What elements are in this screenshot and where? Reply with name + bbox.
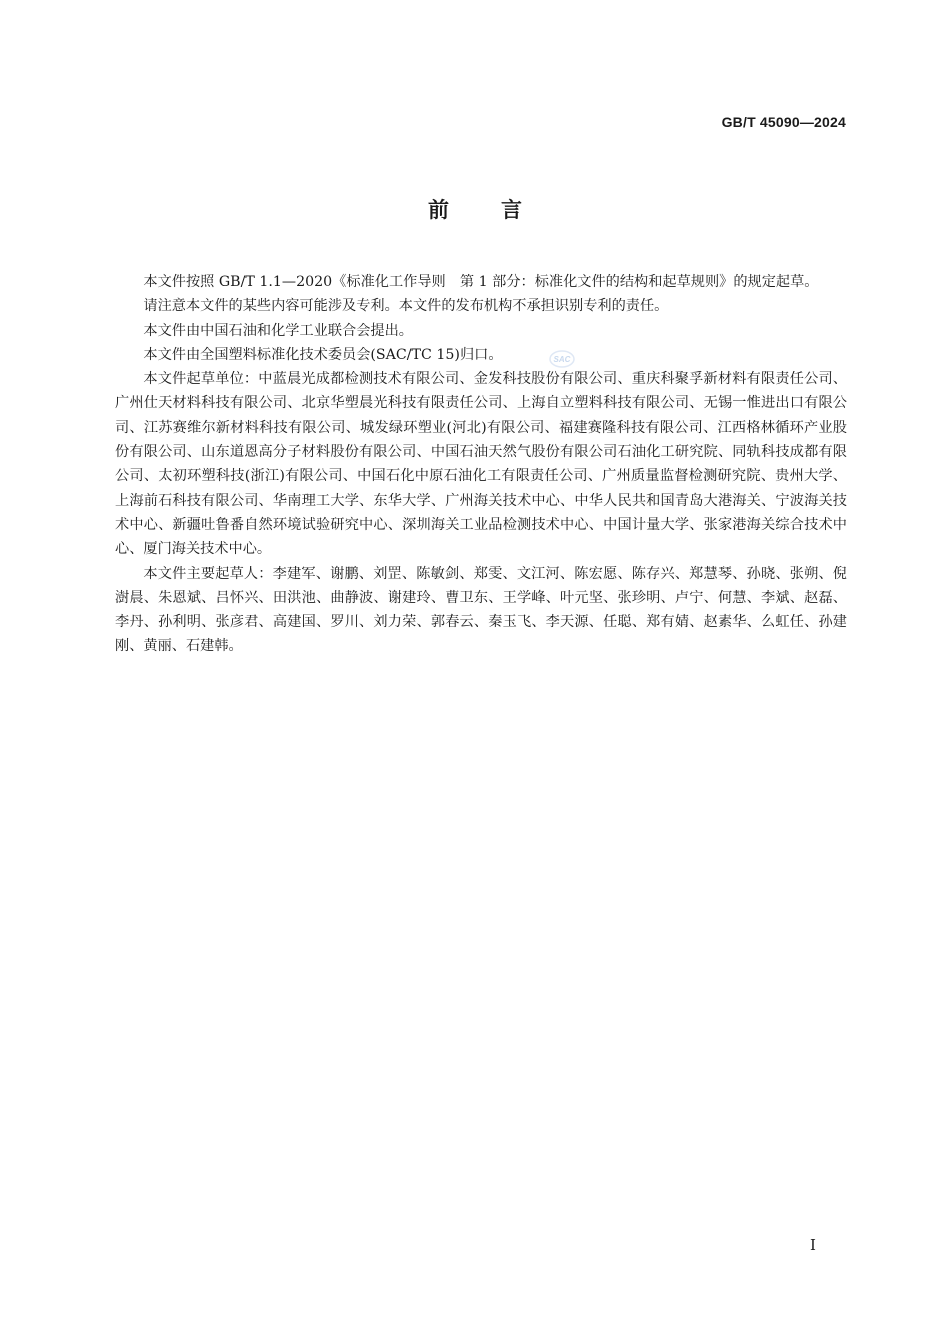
- document-body: [115, 270, 847, 659]
- svg-text:SAC: SAC: [553, 355, 571, 364]
- paragraph-patent-notice: 请注意本文件的某些内容可能涉及专利。本文件的发布机构不承担识别专利的责任。: [143, 298, 669, 315]
- paragraph-drafting-rules: 本文件按照 GB/T 1.1—2020《标准化工作导则 第 1 部分：标准化文件的结构和起草规则》的规定起草。: [143, 274, 819, 290]
- paragraph-administrator: 本文件由全国塑料标准化技术委员会(SAC/TC 15)归口。: [143, 346, 503, 363]
- standard-code: GB/T 45090—2024: [721, 114, 846, 130]
- page-number: I: [810, 1236, 816, 1254]
- paragraph-proposer: 本文件由中国石油和化学工业联合会提出。: [143, 322, 413, 339]
- page-title: 前言: [428, 198, 574, 222]
- paragraph-drafting-units: 本文件起草单位：中蓝晨光成都检测技术有限公司、金发科技股份有限公司、重庆科聚孚新材料有限责任公司、广州仕天材料科技有限公司、北京华塑晨光科技有限责任公司、上海自立塑料科技有限公司、无锡一惟进出口有限公司、江苏赛维尔新材料科技有限公司、城发绿环塑业(河北)有限公司、福建赛隆科技有限公司、江西格林循环产业股份有限公司、山东道恩高分子材料股份有限公司、中国石油天然气股份有限公司石油化工研究院、同轨科技成都有限公司、太初环塑科技(浙江)有限公司、中国石化中原石油化工有限责任公司、广州质量监督检测研究院、贵州大学、上海前石科技有限公司、华南理工大学、东华大学、广州海关技术中心、中华人民共和国青岛大港海关、宁波海关技术中心、新疆吐鲁番自然环境试验研究中心、深圳海关工业品检测技术中心、中国计量大学、张家港海关综合技术中心、厦门海关技术中心。: [115, 371, 847, 558]
- sac-watermark-icon: [549, 349, 575, 369]
- paragraph-drafters: 本文件主要起草人：李建军、谢鹏、刘罡、陈敏剑、郑雯、文江河、陈宏愿、陈存兴、郑慧琴、孙晓、张朔、倪澍晨、朱恩斌、吕怀兴、田洪池、曲静波、谢建玲、曹卫东、王学峰、叶元坚、张珍明、卢宁、何慧、李斌、赵磊、李丹、孙利明、张彦君、高建国、罗川、刘力荣、郭春云、秦玉飞、李天源、任聪、郑有婧、赵素华、么虹任、孙建刚、黄丽、石建韩。: [115, 565, 847, 655]
